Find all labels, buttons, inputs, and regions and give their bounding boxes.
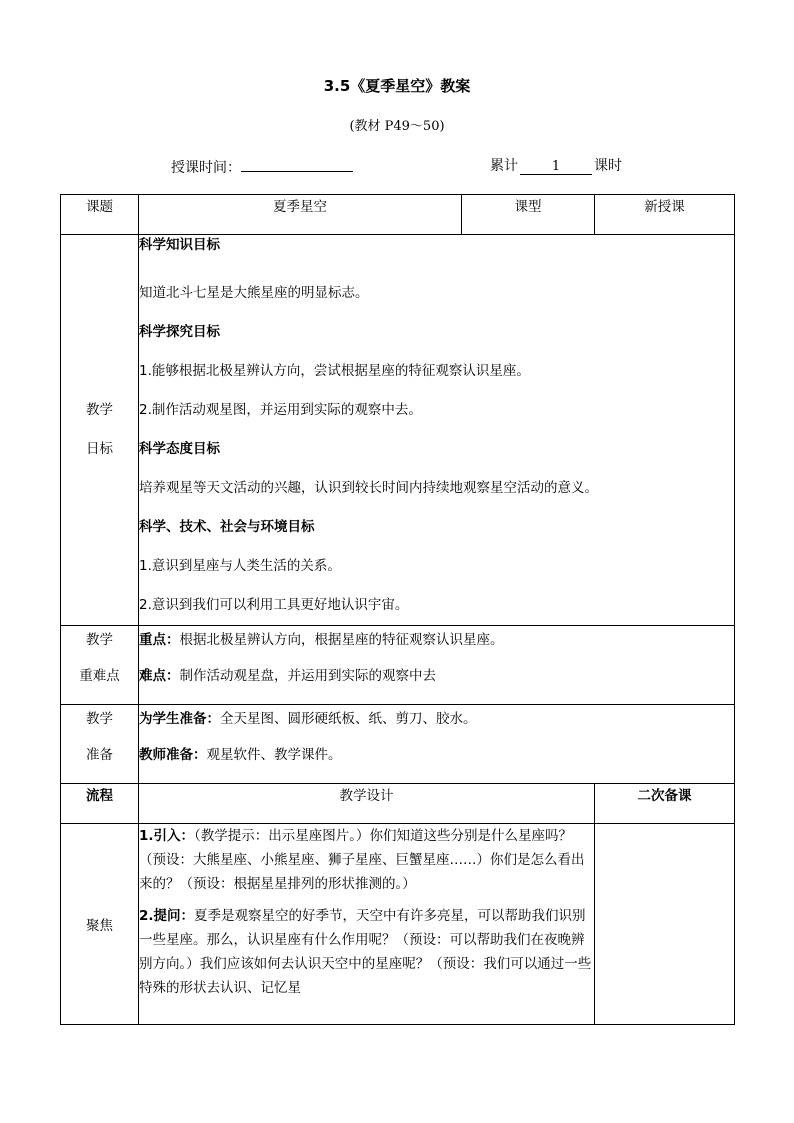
focus-item-2-text: 夏季是观察星空的好季节，天空中有许多亮星，可以帮助我们识别一些星座。那么，认识星座有什么作用呢？（预设：可以帮助我们在夜晚辨别方向。）我们应该如何去认识天空中的星座呢？（预设：我们可以通过一些特殊的形状去认识、记忆星 (139, 908, 592, 996)
lesson-count-unit: 课时 (594, 158, 622, 174)
teacher-prep-label: 教师准备： (139, 747, 207, 763)
inquiry-goal-title: 科学探究目标 (139, 324, 220, 340)
key-point-text: 根据北极星辨认方向，根据星座的特征观察认识星座。 (179, 632, 504, 648)
preparation-label: 教学 准备 (61, 705, 139, 784)
inquiry-goal-1: 1.能够根据北极星辨认方向，尝试根据星座的特征观察认识星座。 (139, 363, 530, 379)
lesson-type-label: 课型 (462, 195, 595, 235)
lesson-time-blank (241, 157, 353, 172)
process-header-row (61, 784, 735, 824)
key-points-row (61, 626, 735, 705)
goals-label: 教学 日标 (61, 235, 139, 626)
design-header: 教学设计 (139, 784, 595, 824)
goals-row (61, 235, 735, 626)
lesson-count (490, 157, 622, 175)
topic-label: 课题 (61, 195, 139, 235)
student-prep-label: 为学生准备： (139, 711, 220, 727)
lesson-type-value: 新授课 (595, 195, 735, 235)
preparation-content (139, 705, 735, 784)
knowledge-goal-title: 科学知识目标 (139, 237, 220, 253)
flow-header: 流程 (61, 784, 139, 824)
secondary-prep-header: 二次备课 (595, 784, 735, 824)
lesson-count-label: 累计 (490, 158, 518, 174)
focus-item-1-text: （教学提示：出示星座图片。）你们知道这些分别是什么星座吗？（预设：大熊星座、小熊星座、狮子星座、巨蟹星座……）你们是怎么看出来的？（预设：根据星星排列的形状推测的。） (139, 828, 585, 892)
lesson-plan-table (60, 194, 735, 1025)
sts-goal-1: 1.意识到星座与人类生活的关系。 (139, 558, 341, 574)
focus-label: 聚焦 (61, 824, 139, 1025)
document-title: 3.5《夏季星空》教案 (323, 77, 471, 95)
attitude-goal-1: 培养观星等天文活动的兴趣，认识到较长时间内持续地观察星空活动的意义。 (139, 480, 598, 496)
difficult-point-text: 制作活动观星盘，并运用到实际的观察中去 (179, 668, 436, 684)
key-points-content (139, 626, 735, 705)
inquiry-goal-2: 2.制作活动观星图，并运用到实际的观察中去。 (139, 402, 422, 418)
key-point-label: 重点： (139, 632, 180, 648)
difficult-point-label: 难点： (139, 668, 180, 684)
textbook-pages: (教材 P49～50) (349, 119, 445, 134)
preparation-row (61, 705, 735, 784)
sts-goal-2: 2.意识到我们可以利用工具更好地认识宇宙。 (139, 597, 409, 613)
topic-row (61, 195, 735, 235)
focus-item-1-label: 1.引入： (139, 828, 195, 844)
sts-goal-title: 科学、技术、社会与环境目标 (139, 519, 315, 535)
goals-content (139, 235, 735, 626)
lesson-time-label: 授课时间： (171, 160, 241, 176)
focus-content (139, 824, 595, 1025)
knowledge-goal-1: 知道北斗七星是大熊星座的明显标志。 (139, 285, 369, 301)
focus-item-2 (139, 904, 594, 1000)
key-points-label: 教学 重难点 (61, 626, 139, 705)
focus-row (61, 824, 735, 1025)
focus-item-1 (139, 824, 594, 896)
lesson-time (171, 157, 353, 177)
lesson-count-value: 1 (520, 160, 592, 175)
attitude-goal-title: 科学态度目标 (139, 441, 220, 457)
focus-item-2-label: 2.提问： (139, 908, 195, 924)
student-prep-text: 全天星图、圆形硬纸板、纸、剪刀、胶水。 (220, 711, 477, 727)
topic-value: 夏季星空 (139, 195, 462, 235)
teacher-prep-text: 观星软件、教学课件。 (206, 747, 342, 763)
secondary-prep-cell (595, 824, 735, 1025)
